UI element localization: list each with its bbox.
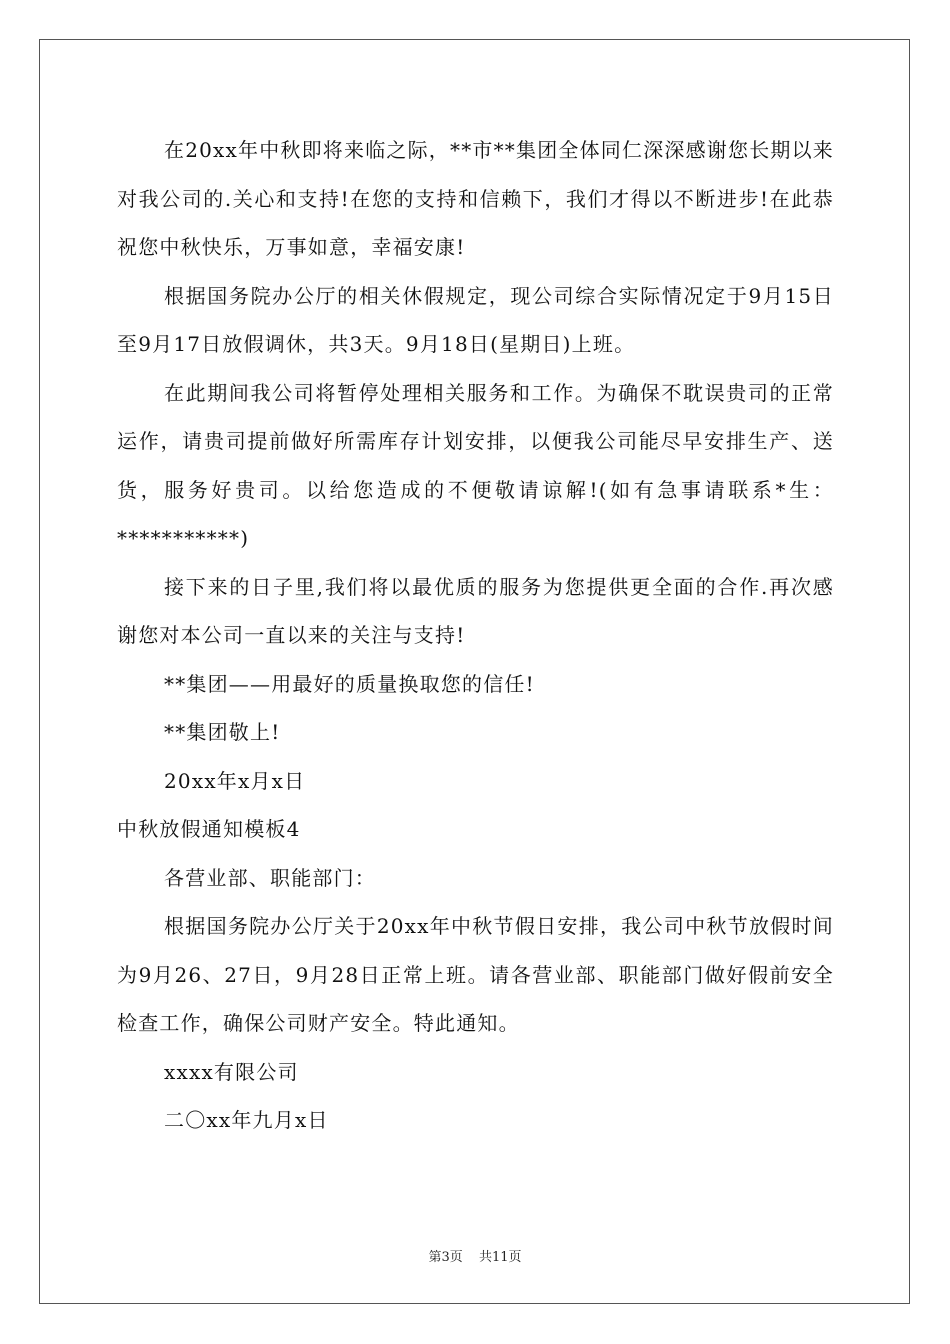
paragraph-thanks: 接下来的日子里,我们将以最优质的服务为您提供更全面的合作.再次感谢您对本公司一直以来的关注与支持! bbox=[117, 574, 834, 647]
paragraph-company: xxxx有限公司 bbox=[164, 1059, 299, 1084]
section-title: 中秋放假通知模板4 bbox=[117, 817, 301, 841]
page-number: 第3页 bbox=[428, 1250, 463, 1265]
paragraph-slogan: **集团——用最好的质量换取您的信任! bbox=[164, 671, 535, 696]
paragraph-holiday-schedule: 根据国务院办公厅的相关休假规定，现公司综合实际情况定于9月15日至9月17日放假调休，共3天。9月18日(星期日)上班。 bbox=[117, 283, 834, 356]
paragraph-greeting: 在20xx年中秋即将来临之际，**市**集团全体同仁深深感谢您长期以来对我公司的.关心和支持!在您的支持和信赖下，我们才得以不断进步!在此恭祝您中秋快乐，万事如意，幸福安康! bbox=[117, 138, 835, 259]
document-body bbox=[117, 126, 834, 1145]
page-total: 共11页 bbox=[478, 1250, 522, 1265]
paragraph-notice-date: 二〇xx年九月x日 bbox=[164, 1108, 329, 1132]
paragraph-date: 20xx年x月x日 bbox=[164, 768, 306, 793]
paragraph-notice-body: 根据国务院办公厅关于20xx年中秋节假日安排，我公司中秋节放假时间为9月26、27日，9月28日正常上班。请各营业部、职能部门做好假前安全检查工作，确保公司财产安全。特此通知。 bbox=[117, 914, 834, 1035]
paragraph-service-notice: 在此期间我公司将暂停处理相关服务和工作。为确保不耽误贵司的正常运作，请贵司提前做好所需库存计划安排，以便我公司能尽早安排生产、送货，服务好贵司。以给您造成的不便敬请谅解!(如有急事请联系*生：***********) bbox=[117, 380, 834, 550]
paragraph-addressee: 各营业部、职能部门： bbox=[164, 865, 376, 890]
paragraph-signature: **集团敬上! bbox=[164, 720, 281, 744]
page-footer bbox=[0, 1246, 950, 1265]
